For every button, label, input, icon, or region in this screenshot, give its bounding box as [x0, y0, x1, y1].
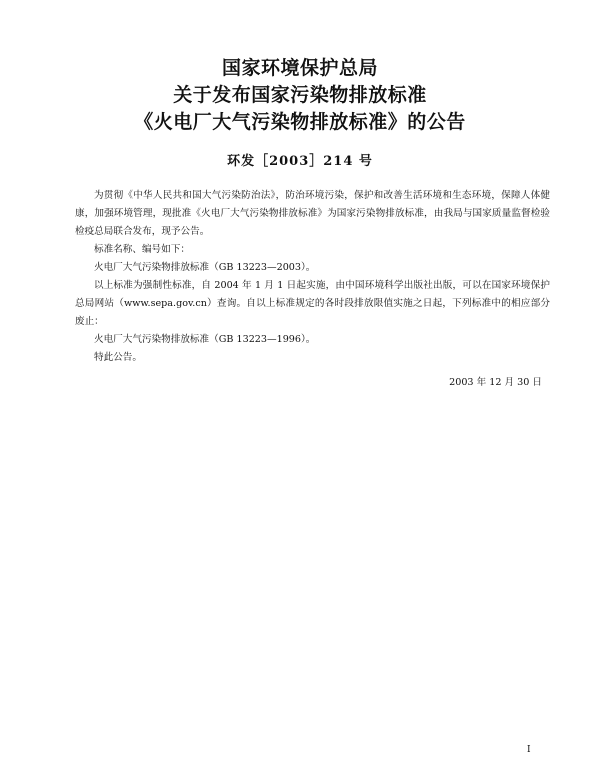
paragraph-repealed-standard: 火电厂大气污染物排放标准（GB 13223—1996）。 [94, 334, 316, 345]
paragraph-closing: 特此公告。 [94, 352, 142, 363]
paragraph-intro: 为贯彻《中华人民共和国大气污染防治法》，防治环境污染，保护和改善生活环境和生态环境，保障人体健康，加强环境管理，现批准《火电厂大气污染物排放标准》为国家污染物排放标准，由我局与国家质量监督检验检疫总局联合发布，现予公告。 [75, 190, 550, 237]
title-line-3: 《火电厂大气污染物排放标准》的公告 [134, 111, 466, 133]
paragraph-standard-heading: 标准名称、编号如下： [94, 244, 190, 255]
document-number: 环发［2003］214 号 [227, 154, 373, 169]
page-number: I [527, 745, 531, 755]
paragraph-standard-name: 火电厂大气污染物排放标准（GB 13223—2003）。 [94, 262, 316, 273]
paragraph-enforcement: 以上标准为强制性标准，自 2004 年 1 月 1 日起实施，由中国环境科学出版社出版，可以在国家环境保护总局网站（www.sepa.gov.cn）查询。自以上标准规定的各时段排放限值实施之日起，下列标准中的相应部分废止： [75, 280, 550, 327]
title-line-1: 国家环境保护总局 [221, 57, 378, 79]
issue-date: 2003 年 12 月 30 日 [449, 377, 542, 388]
title-line-2: 关于发布国家污染物排放标准 [173, 84, 427, 106]
announcement-title [0, 55, 600, 136]
announcement-body [75, 187, 550, 367]
